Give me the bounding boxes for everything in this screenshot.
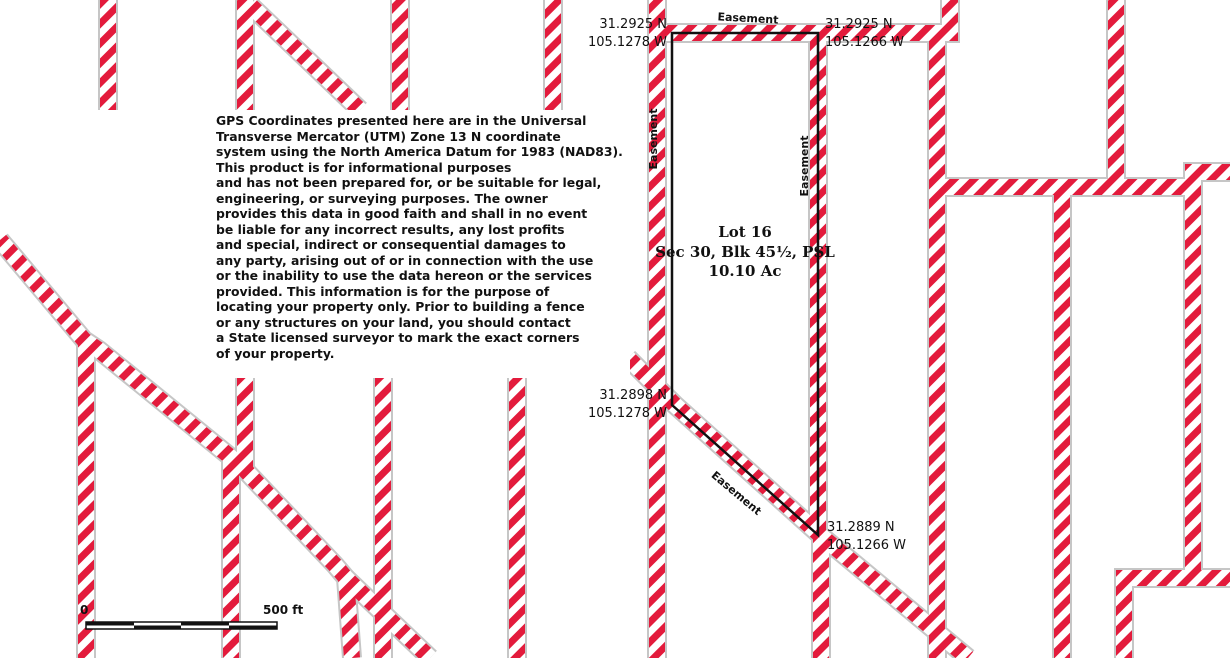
disclaimer-line: or the inability to use the data hereon or the services: [216, 268, 592, 283]
lot-acreage: 10.10 Ac: [708, 262, 782, 280]
disclaimer-text: [216, 113, 636, 361]
scale-end-label: 500 ft: [263, 603, 304, 617]
corner-sw-lon: 105.1278 W: [587, 406, 667, 421]
lot-number: Lot 16: [718, 223, 772, 241]
easement-label-top: Easement: [717, 10, 779, 27]
disclaimer-line: provides this data in good faith and shall in no event: [216, 206, 588, 221]
disclaimer-line: of your property.: [216, 345, 335, 361]
corner-se-lon: 105.1266 W: [827, 538, 907, 553]
easement-label-right: Easement: [798, 135, 811, 197]
corner-ne-lon: 105.1266 W: [825, 35, 905, 50]
disclaimer-line: and has not been prepared for, or be suitable for legal,: [216, 175, 602, 190]
corner-ne-coords: [825, 16, 904, 52]
corner-nw-lat: 31.2925 N: [599, 17, 667, 32]
scale-start-label: 0: [80, 603, 89, 617]
disclaimer-line: be liable for any incorrect results, any lost profits: [216, 221, 565, 237]
easement-label-diagonal: Easement: [708, 468, 764, 518]
corner-se-coords: [827, 519, 906, 555]
corner-sw-lat: 31.2898 N: [599, 388, 667, 403]
lot-label: [650, 223, 840, 282]
disclaimer-line: locating your property only. Prior to building a fence: [216, 299, 585, 314]
disclaimer-line: Transverse Mercator (UTM) Zone 13 N coordinate: [216, 128, 561, 144]
disclaimer-line: or any structures on your land, you should contact: [216, 314, 571, 330]
corner-se-lat: 31.2889 N: [827, 520, 895, 535]
disclaimer-line: engineering, or surveying purposes. The owner: [216, 190, 548, 206]
corner-nw-coords: [588, 16, 667, 52]
disclaimer-line: GPS Coordinates presented here are in the Universal: [216, 113, 587, 128]
disclaimer-line: This product is for informational purposes: [216, 159, 512, 175]
corner-ne-lat: 31.2925 N: [825, 17, 893, 32]
disclaimer-line: any party, arising out of or in connection with the use: [216, 252, 594, 268]
easement-label-left: Easement: [647, 108, 660, 170]
lot-section: Sec 30, Blk 45½, PSL: [655, 242, 835, 261]
corner-nw-lon: 105.1278 W: [587, 35, 667, 50]
scale-bar: [86, 622, 277, 629]
corner-sw-coords: [588, 387, 667, 423]
disclaimer-line: system using the North America Datum for 1983 (NAD83).: [216, 144, 623, 159]
disclaimer-line: a State licensed surveyor to mark the exact corners: [216, 330, 580, 345]
disclaimer-line: provided. This information is for the purpose of: [216, 283, 550, 299]
disclaimer-line: and special, indirect or consequential damages to: [216, 237, 566, 252]
